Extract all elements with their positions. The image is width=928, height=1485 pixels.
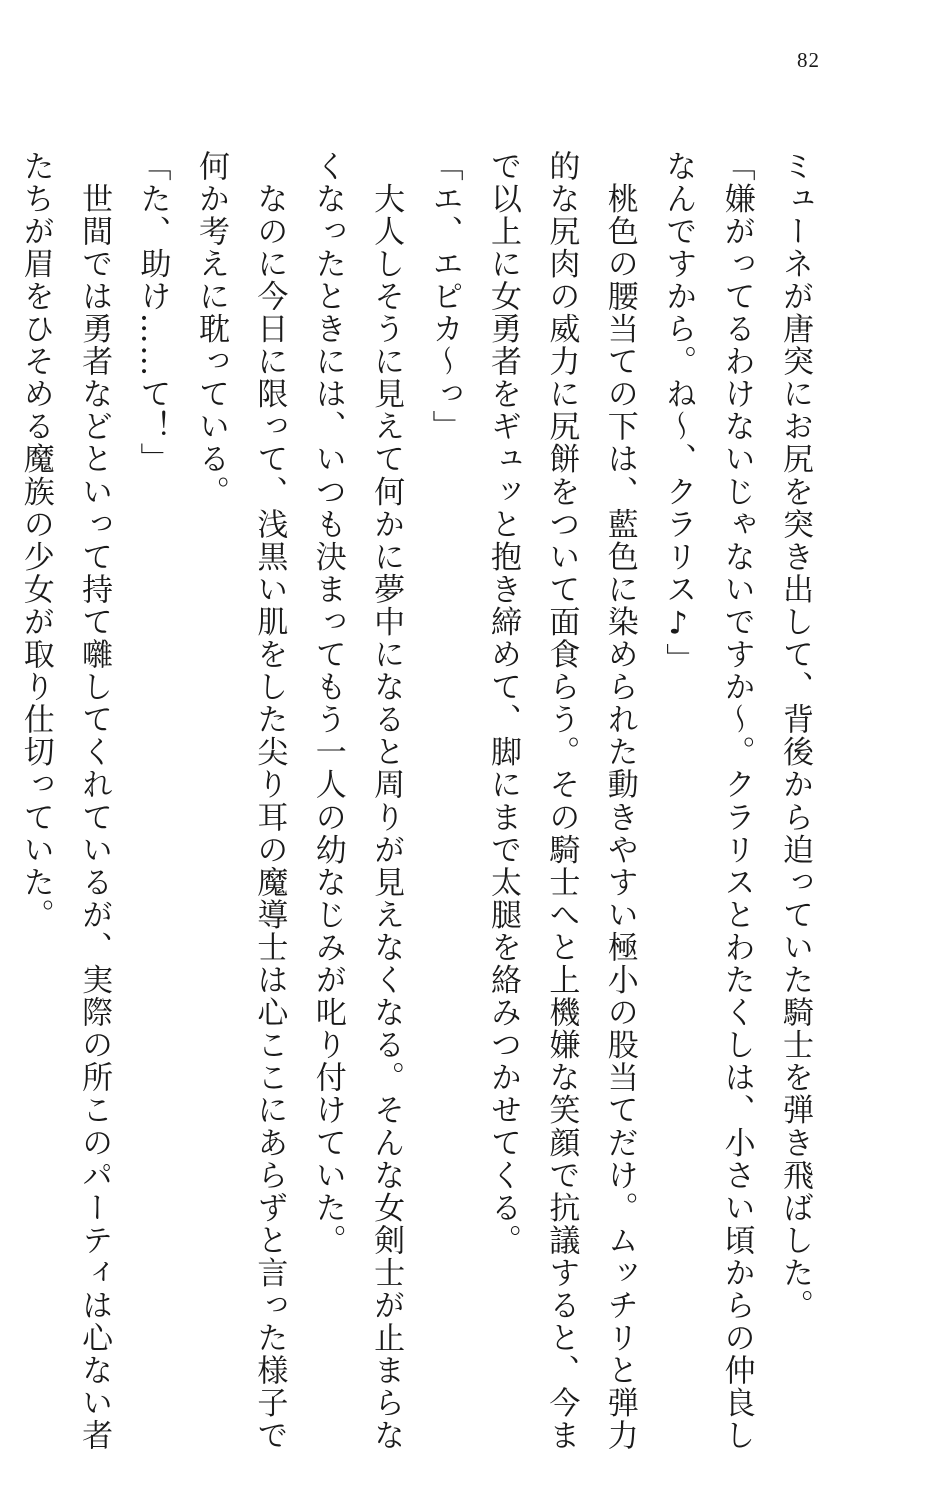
text-line: 何か考えに耽っている。: [192, 150, 229, 509]
text-line: 世間では勇者などといって持て囃してくれているが、実際の所このパーティは心ない者: [76, 150, 113, 1452]
text-line: 桃色の腰当ての下は、藍色に染められた動きやすい極小の股当てだけ。ムッチリと弾力: [601, 150, 638, 1452]
text-line: なんですから。ね～、クラリス♪」: [660, 150, 697, 676]
text-line: 「エ、エピカ～っ」: [426, 150, 463, 443]
text-line: [0, 150, 6, 1190]
text-line: 大人しそうに見えて何かに夢中になると周りが見えなくなる。そんな女剣士が止まらな: [368, 150, 405, 1452]
text-line: 「嫌がってるわけないじゃないですか～。クラリスとわたくしは、小さい頃からの仲良し: [718, 150, 755, 1452]
text-line: 的な尻肉の威力に尻餅をついて面食らう。その騎士へと上機嫌な笑顔で抗議すると、今ま: [543, 150, 580, 1452]
page-number: 82: [797, 48, 820, 72]
text-line: くなったときには、いつも決まってもう一人の幼なじみが叱り付けていた。: [309, 150, 346, 1257]
text-line: 「た、助け……て！」: [134, 150, 171, 476]
vertical-body-text: [17, 150, 824, 1452]
text-line: なのに今日に限って、浅黒い肌をした尖り耳の魔導士は心ここにあらずと言った様子で: [251, 150, 288, 1452]
text-line: たちが眉をひそめる魔族の少女が取り仕切っていた。: [17, 150, 54, 932]
text-line: で以上に女勇者をギュッと抱き締めて、脚にまで太腿を絡みつかせてくる。: [484, 150, 521, 1257]
text-line: ミューネが唐突にお尻を突き出して、背後から迫っていた騎士を弾き飛ばした。: [777, 150, 813, 1322]
